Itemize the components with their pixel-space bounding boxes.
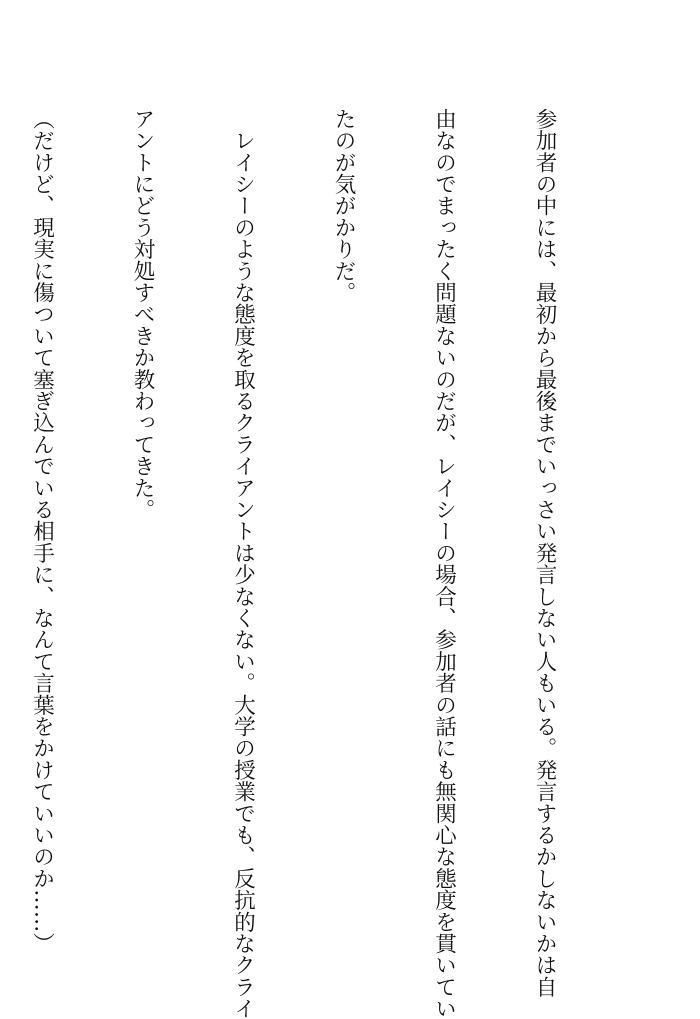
body-text (0, 108, 628, 1019)
text-line: レイシーのような態度を取るクライアントは少なくない。大学の授業でも、反抗的なクライ (230, 108, 256, 1019)
text-line: たのが気がかりだ。 (331, 108, 356, 304)
text-line: 由なのでまったく問題ないのだが、レイシーの場合、参加者の話にも無関心な態度を貫いてい (431, 108, 457, 1019)
text-line: 参加者の中には、最初から最後までいっさい発言しない人もいる。発言するかしないかは自 (532, 108, 557, 998)
text-line: （だけど、現実に傷ついて塞ぎ込んでいる相手に、なんて言葉をかけていいのか……） (29, 108, 55, 955)
text-line: アントにどう対処すべきか教わってきた。 (130, 108, 155, 521)
